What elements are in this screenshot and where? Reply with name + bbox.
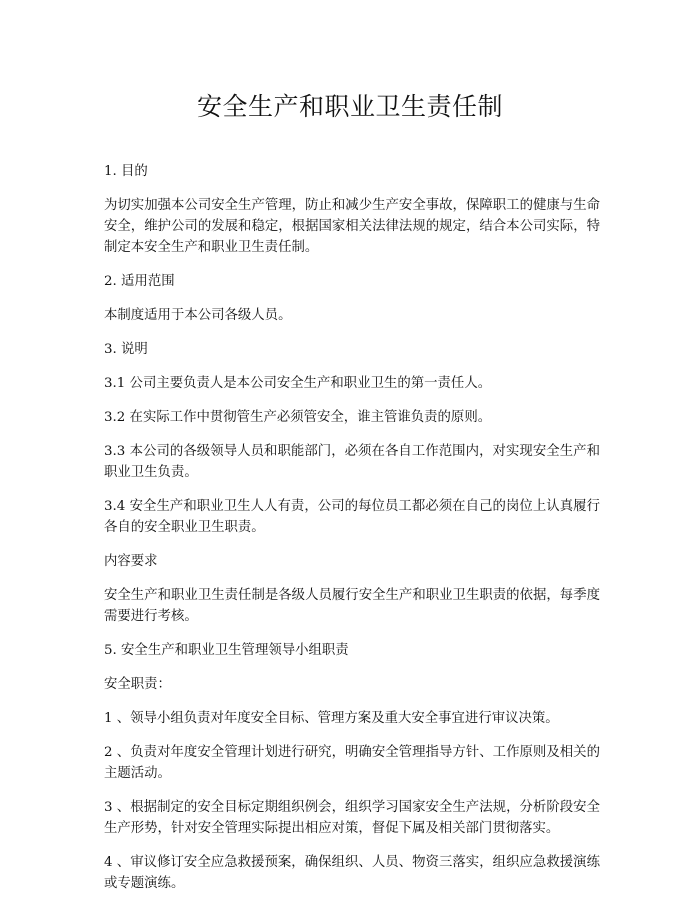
explanation-item-3-4: 3.4 安全生产和职业卫生人人有责，公司的每位员工都必须在自己的岗位上认真履行各自的安全职业卫生职责。 (104, 499, 600, 535)
duty-item-4: 4 、审议修订安全应急救援预案，确保组织、人员、物资三落实，组织应急救援演练或专题演练。 (104, 855, 600, 891)
section-heading-leadership-group: 5. 安全生产和职业卫生管理领导小组职责 (104, 643, 349, 658)
scope-paragraph: 本制度适用于本公司各级人员。 (104, 308, 292, 323)
requirements-paragraph: 安全生产和职业卫生责任制是各级人员履行安全生产和职业卫生职责的依据，每季度需要进行考核。 (104, 588, 600, 624)
document-body (104, 161, 600, 907)
section-heading-scope: 2. 适用范围 (104, 274, 175, 289)
duty-item-2: 2 、负责对年度安全管理计划进行研究，明确安全管理指导方针、工作原则及相关的主题活动。 (104, 745, 600, 781)
explanation-item-3-2: 3.2 在实际工作中贯彻管生产必须管安全，谁主管谁负责的原则。 (104, 410, 492, 425)
duty-item-3: 3 、根据制定的安全目标定期组织例会，组织学习国家安全生产法规，分析阶段安全生产形势，针对安全管理实际提出相应对策，督促下属及相关部门贯彻落实。 (104, 800, 600, 836)
duty-item-1: 1 、领导小组负责对年度安全目标、管理方案及重大安全事宜进行审议决策。 (104, 711, 559, 726)
section-heading-requirements: 内容要求 (104, 554, 158, 569)
explanation-item-3-3: 3.3 本公司的各级领导人员和职能部门，必须在各自工作范围内，对实现安全生产和职业卫生负责。 (104, 444, 600, 480)
section-heading-purpose: 1. 目的 (104, 164, 148, 179)
safety-duties-label: 安全职责： (104, 677, 171, 692)
document-title: 安全生产和职业卫生责任制 (196, 92, 503, 121)
section-heading-explanation: 3. 说明 (104, 342, 148, 357)
purpose-paragraph: 为切实加强本公司安全生产管理，防止和减少生产安全事故，保障职工的健康与生命安全，维护公司的发展和稳定，根据国家相关法律法规的规定，结合本公司实际，特制定本安全生产和职业卫生责任制。 (104, 198, 600, 255)
explanation-item-3-1: 3.1 公司主要负责人是本公司安全生产和职业卫生的第一责任人。 (104, 376, 492, 391)
